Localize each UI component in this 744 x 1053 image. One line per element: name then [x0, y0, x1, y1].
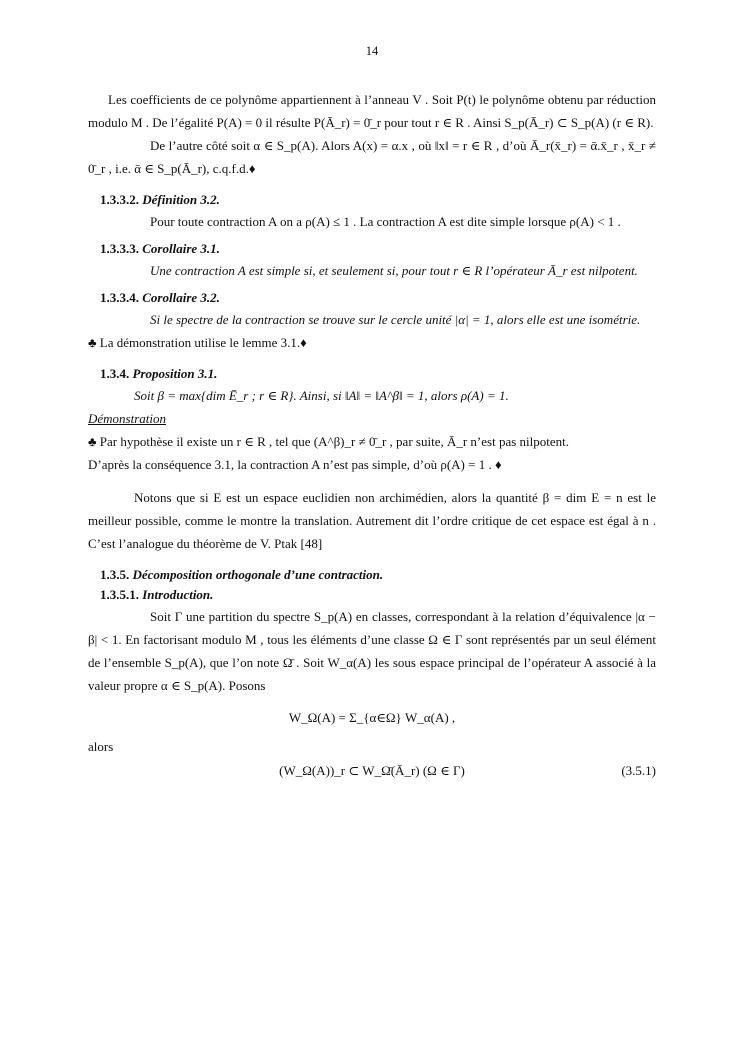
demonstration-line-2: D’après la conséquence 3.1, la contraction A n’est pas simple, d’où ρ(A) = 1 . ♦	[88, 457, 502, 472]
definition-3-2-body: Pour toute contraction A on a ρ(A) ≤ 1 . La contraction A est dite simple lorsque ρ(A) < 1 .	[150, 214, 621, 229]
corollary-3-1-number: 1.3.3.3.	[100, 241, 139, 256]
paragraph-coefficients: Les coefficients de ce polynôme appartiennent à l’anneau V . Soit P(t) le polynôme obtenu par réduction modulo M . De l’égalité P(A) = 0 il résulte P(Ā_r) = 0̄_r pour tout r ∈ R . Ainsi S_p(Ā_r) ⊂ S_p(A) (r ∈ R).	[88, 92, 656, 130]
corollary-3-1-title: Corollaire 3.1.	[142, 241, 220, 256]
definition-3-2-number: 1.3.3.2.	[100, 192, 139, 207]
page-number: 14	[365, 44, 379, 58]
definition-3-2-title: Définition 3.2.	[142, 192, 220, 207]
document-body	[88, 88, 656, 782]
section-1-3-5-title: Décomposition orthogonale d’une contraction.	[132, 567, 384, 582]
definition-3-2-heading	[88, 190, 656, 210]
equation-3-5-1-tag: (3.5.1)	[621, 763, 656, 778]
proposition-3-1-heading	[88, 364, 656, 384]
corollary-3-2-number: 1.3.3.4.	[100, 290, 139, 305]
paragraph-other-side: De l’autre côté soit α ∈ S_p(A). Alors A(x) = α.x , où ‖x‖ = r ∈ R , d’où Ā_r(x̄_r) = ᾱ.x̄_r , x̄_r ≠ 0̄_r , i.e. ᾱ ∈ S_p(Ā_r), c.q.f.d.♦	[88, 138, 656, 176]
demonstration-label: Démonstration	[88, 411, 166, 426]
corollary-3-2-proof: ♣ La démonstration utilise le lemme 3.1.♦	[88, 335, 307, 350]
text-alors: alors	[88, 739, 114, 754]
corollary-3-1-body: Une contraction A est simple si, et seulement si, pour tout r ∈ R l’opérateur Ā_r est nilpotent.	[150, 263, 638, 278]
paragraph-euclidean-space: Notons que si E est un espace euclidien non archimédien, alors la quantité β = dim E = n est le meilleur possible, comme le montre la translation. Autrement dit l’ordre critique de cet espace est égal à n . C’est l’analogue du théorème de V. Ptak [48]	[88, 490, 656, 551]
equation-w-omega: W_Ω(A) = Σ_{α∈Ω} W_α(A) ,	[288, 710, 456, 725]
section-1-3-5-heading	[88, 565, 656, 585]
section-1-3-5-1-title: Introduction.	[142, 587, 214, 602]
equation-3-5-1-body: (W_Ω(A))_r ⊂ W_Ω̄(Ā_r) (Ω ∈ Γ)	[279, 763, 465, 778]
proposition-3-1-title: Proposition 3.1.	[132, 366, 218, 381]
corollary-3-2-heading	[88, 288, 656, 308]
paragraph-partition-spectrum: Soit Γ une partition du spectre S_p(A) en classes, correspondant à la relation d’équivalence |α − β| < 1. En factorisant modulo M , tous les éléments d’une classe Ω ∈ Γ sont représentés par un seul élément de l’ensemble S_p(A), que l’on note Ω̄ . Soit W_α(A) les sous espace principal de l’opérateur A associé à la valeur propre α ∈ S_p(A). Posons	[88, 609, 656, 693]
section-1-3-5-number: 1.3.5.	[100, 567, 130, 582]
proposition-3-1-body: Soit β = max{dim Ē_r ; r ∈ R}. Ainsi, si ‖A‖ = ‖A^β‖ = 1, alors ρ(A) = 1.	[134, 388, 509, 403]
corollary-3-2-title: Corollaire 3.2.	[142, 290, 220, 305]
proposition-3-1-number: 1.3.4.	[100, 366, 130, 381]
section-1-3-5-1-heading	[88, 585, 656, 605]
demonstration-line-1: ♣ Par hypothèse il existe un r ∈ R , tel que (A^β)_r ≠ 0̄_r , par suite, Ā_r n’est pas nilpotent.	[88, 434, 569, 449]
corollary-3-2-body: Si le spectre de la contraction se trouve sur le cercle unité |α| = 1, alors elle est une isométrie.	[150, 312, 641, 327]
equation-3-5-1	[88, 760, 656, 782]
section-1-3-5-1-number: 1.3.5.1.	[100, 587, 139, 602]
corollary-3-1-heading	[88, 239, 656, 259]
